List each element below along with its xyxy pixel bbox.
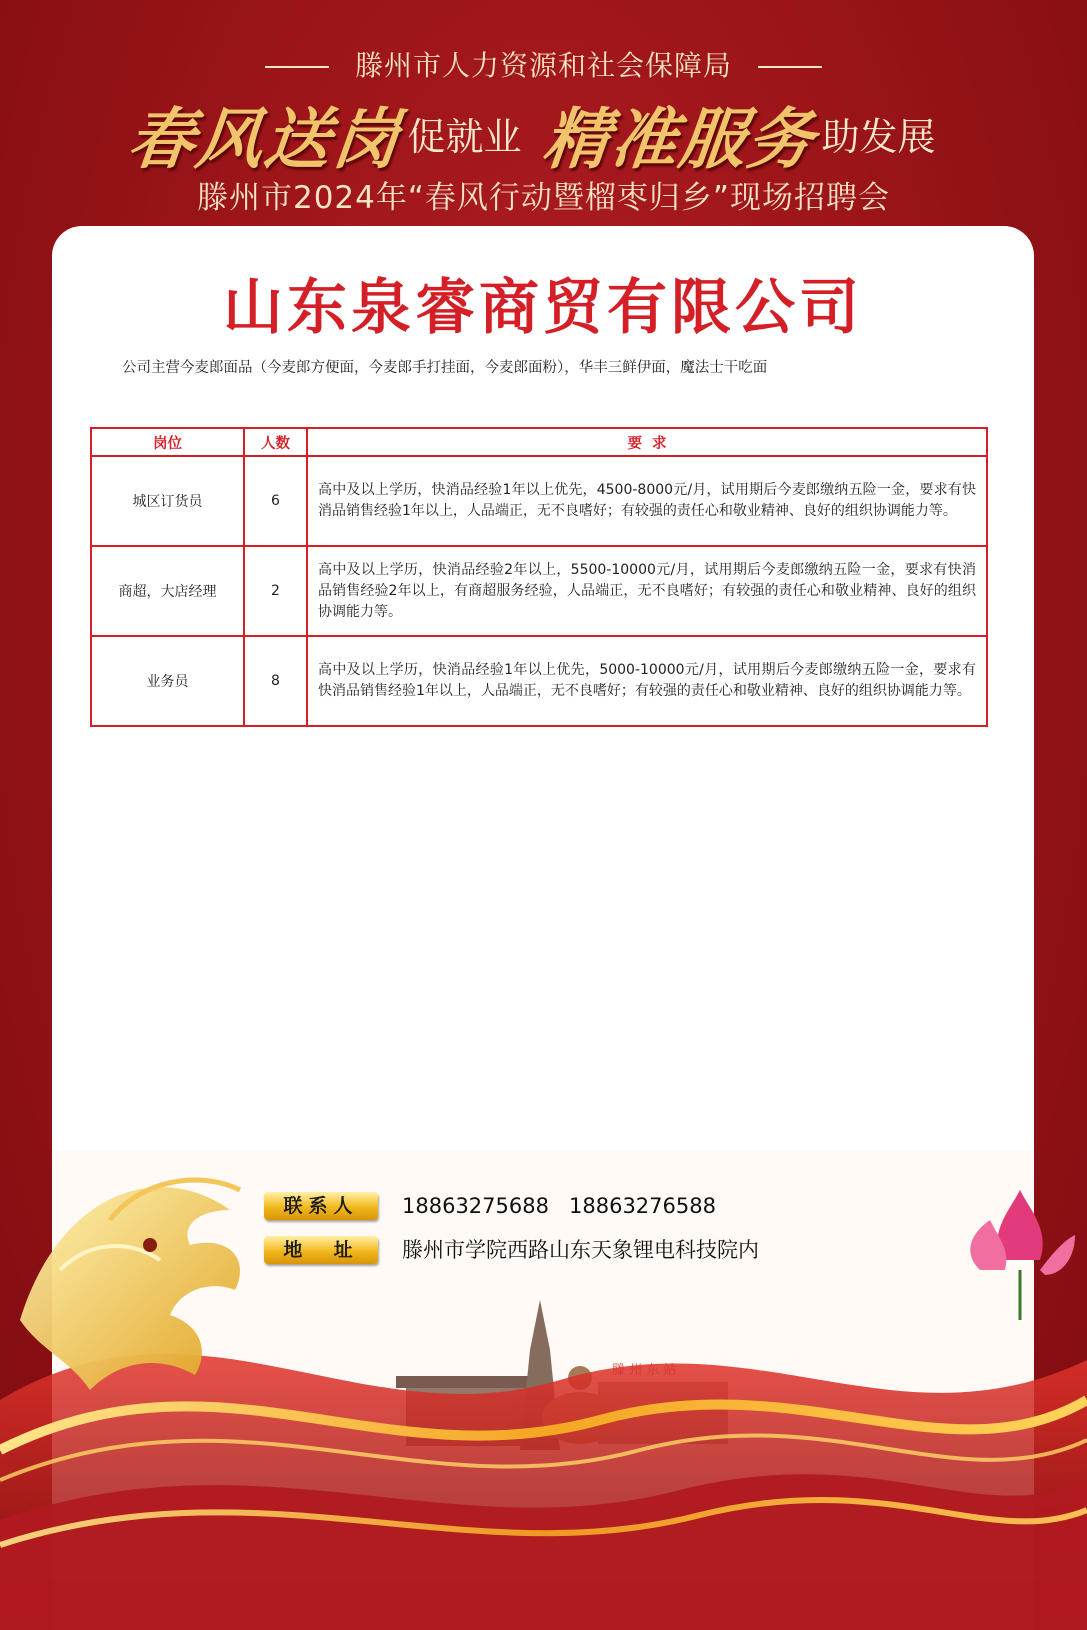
contact-label: 联系人 xyxy=(264,1192,378,1220)
table-header-row xyxy=(91,428,987,456)
slogan-calligraphy-2: 精准服务 xyxy=(538,100,820,178)
row-requirement: 高中及以上学历，快消品经验1年以上优先，4500-8000元/月，试用期后今麦郎缴纳五险一金，要求有快消品销售经验1年以上，人品端正，无不良嗜好；有较强的责任心和敬业精神、良好的组织协调能力等。 xyxy=(307,456,987,546)
header-position: 岗位 xyxy=(91,428,244,456)
row-count: 8 xyxy=(244,636,307,726)
jobs-table xyxy=(90,427,988,727)
organizer-line xyxy=(0,44,1087,84)
slogan xyxy=(0,86,1087,181)
header-count: 人数 xyxy=(244,428,307,456)
divider-right xyxy=(758,66,822,68)
row-requirement: 高中及以上学历，快消品经验2年以上，5500-10000元/月，试用期后今麦郎缴纳五险一金，要求有快消品销售经验2年以上，有商超服务经验，人品端正，无不良嗜好；有较强的责任心和敬业精神、良好的组织协调能力等。 xyxy=(307,546,987,636)
row-position: 城区订货员 xyxy=(91,456,244,546)
contact-address-row xyxy=(264,1236,784,1276)
row-count: 2 xyxy=(244,546,307,636)
slogan-tail-2: 助发展 xyxy=(821,115,936,159)
table-row xyxy=(91,546,987,636)
company-name: 山东泉睿商贸有限公司 xyxy=(223,273,863,343)
table-row xyxy=(91,636,987,726)
divider-left xyxy=(265,66,329,68)
address-label: 地 址 xyxy=(264,1236,378,1264)
row-position: 业务员 xyxy=(91,636,244,726)
row-count: 6 xyxy=(244,456,307,546)
company-intro: 公司主营今麦郎面品（今麦郎方便面，今麦郎手打挂面，今麦郎面粉），华丰三鲜伊面，魔法士干吃面 xyxy=(122,360,768,376)
table-row xyxy=(91,456,987,546)
event-title: 滕州市2024年“春风行动暨榴枣归乡”现场招聘会 xyxy=(196,180,890,216)
header-requirement: 要 求 xyxy=(307,428,987,456)
contact-phones: 18863275688 18863276588 xyxy=(402,1194,716,1218)
contact-phone-row xyxy=(264,1192,784,1232)
organizer-name: 滕州市人力资源和社会保障局 xyxy=(354,49,732,82)
slogan-calligraphy-1: 春风送岗 xyxy=(124,100,406,178)
slogan-tail-1: 促就业 xyxy=(407,115,522,159)
row-position: 商超，大店经理 xyxy=(91,546,244,636)
row-requirement: 高中及以上学历，快消品经验1年以上优先，5000-10000元/月，试用期后今麦郎缴纳五险一金，要求有快消品销售经验1年以上，人品端正，无不良嗜好；有较强的责任心和敬业精神、良好的组织协调能力等。 xyxy=(307,636,987,726)
contact-address: 滕州市学院西路山东天象锂电科技院内 xyxy=(402,1238,759,1262)
poster-header xyxy=(0,0,1087,230)
